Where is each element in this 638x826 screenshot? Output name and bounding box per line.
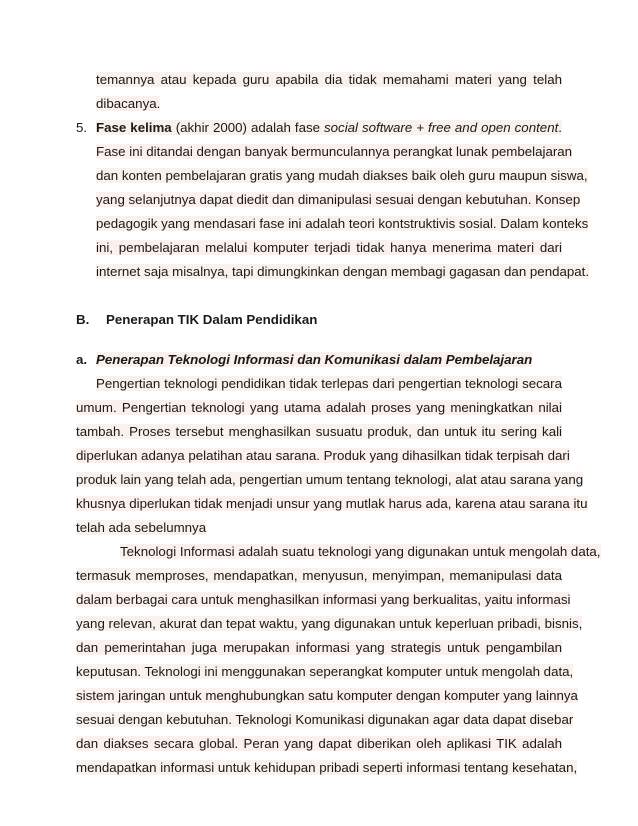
item5-line-3: dan konten pembelajaran gratis yang mudah diakses baik oleh guru maupun siswa, xyxy=(96,168,588,183)
continuation-line-1: temannya atau kepada guru apabila dia tidak memahami materi yang telah xyxy=(96,72,562,87)
para2-line-6: keputusan. Teknologi ini menggunakan seperangkat komputer untuk mengolah data, xyxy=(76,664,574,679)
para2-line-5: dan pemerintahan juga merupakan informasi yang strategis untuk pengambilan xyxy=(76,640,562,655)
subsection-a-label: a. xyxy=(76,352,88,367)
item5-line-4: yang selanjutnya dapat diedit dan dimanipulasi sesuai dengan kebutuhan. Konsep xyxy=(96,192,581,207)
section-b-title: Penerapan TIK Dalam Pendidikan xyxy=(106,312,318,327)
item5-line-5: pedagogik yang mendasari fase ini adalah teori kontstruktivis sosial. Dalam konteks xyxy=(96,216,589,231)
item5-line-7: internet saja misalnya, tapi dimungkinkan dengan membagi gagasan dan pendapat. xyxy=(96,264,590,279)
para1-line-6: khusnya diperlukan tidak menjadi unsur yang mutlak harus ada, karena atau sarana itu xyxy=(76,496,588,511)
item5-line-2: Fase ini ditandai dengan banyak bermunculannya perangkat lunak pembelajaran xyxy=(96,144,573,159)
para2-line-9: dan diakses secara global. Peran yang dapat diberikan oleh aplikasi TIK adalah xyxy=(76,736,562,751)
item5-title: Fase kelima xyxy=(96,120,172,135)
para2-line-10: mendapatkan informasi untuk kehidupan pribadi seperti informasi tentang kesehatan, xyxy=(76,760,578,775)
para2-line-3: dalam berbagai cara untuk menghasilkan informasi yang berkualitas, yaitu informasi xyxy=(76,592,571,607)
para1-line-5: produk lain yang telah ada, pengertian umum tentang teknologi, alat atau sarana yang xyxy=(76,472,584,487)
item5-line-6: ini, pembelajaran melalui komputer terjadi tidak hanya menerima materi dari xyxy=(96,240,562,255)
para2-line-1: Teknologi Informasi adalah suatu teknologi yang digunakan untuk mengolah data, xyxy=(120,544,601,559)
para1-line-3: tambah. Proses tersebut menghasilkan susuatu produk, dan untuk itu sering kali xyxy=(76,424,562,439)
subsection-a-title: Penerapan Teknologi Informasi dan Komunikasi dalam Pembelajaran xyxy=(96,352,533,367)
continuation-line-2: dibacanya. xyxy=(96,96,161,111)
para2-line-4: yang relevan, akurat dan tepat waktu, yang digunakan untuk keperluan pribadi, bisnis, xyxy=(76,616,583,631)
list-number-5: 5. xyxy=(76,120,88,135)
section-b-label: B. xyxy=(76,312,90,327)
item5-line-1: Fase kelima (akhir 2000) adalah fase social software + free and open content. xyxy=(96,120,562,135)
para2-line-2: termasuk memproses, mendapatkan, menyusun, menyimpan, memanipulasi data xyxy=(76,568,562,583)
para1-line-1: Pengertian teknologi pendidikan tidak terlepas dari pengertian teknologi secara xyxy=(96,376,562,391)
para1-line-2: umum. Pengertian teknologi yang utama adalah proses yang meningkatkan nilai xyxy=(76,400,562,415)
para2-line-7: sistem jaringan untuk menghubungkan satu komputer dengan komputer yang lainnya xyxy=(76,688,578,703)
para1-line-4: diperlukan adanya pelatihan atau sarana. Produk yang dihasilkan tidak terpisah dari xyxy=(76,448,570,463)
para2-line-8: sesuai dengan kebutuhan. Teknologi Komunikasi digunakan agar data dapat disebar xyxy=(76,712,574,727)
para1-line-7: telah ada sebelumnya xyxy=(76,520,207,535)
